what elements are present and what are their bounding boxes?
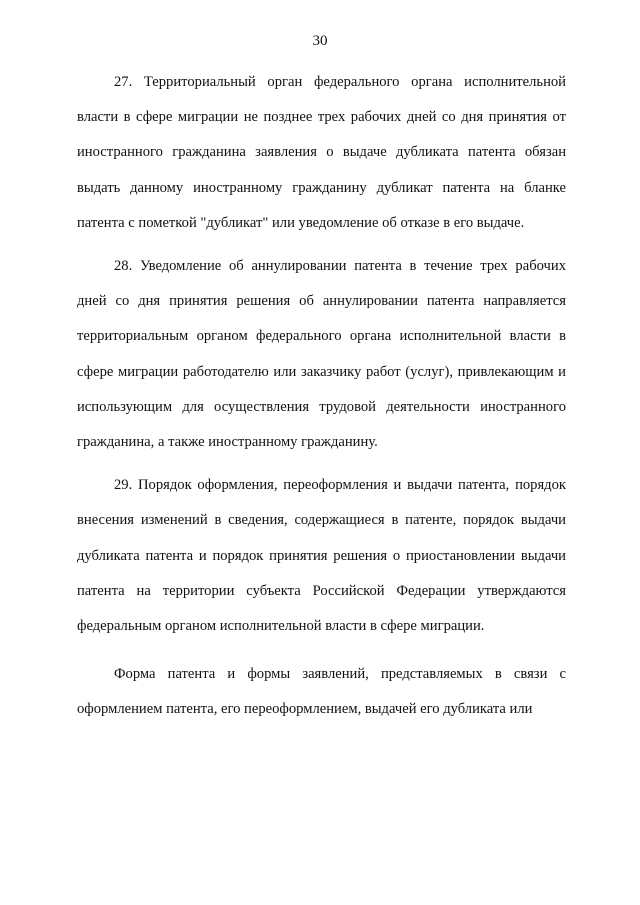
paragraph-patent-form: Форма патента и формы заявлений, представляемых в связи с оформлением патента, его переоформлением, выдачей его дубликата или xyxy=(77,666,566,718)
page-number: 30 xyxy=(312,33,328,49)
paragraph-27: 27. Территориальный орган федерального органа исполнительной власти в сфере миграции не позднее трех рабочих дней со дня принятия от иностранного гражданина заявления о выдаче дубликата патента обязан выдать данному иностранному гражданину дубликат патента на бланке патента с пометкой "дубликат" или уведомление об отказе в его выдаче. xyxy=(77,74,566,231)
paragraph-29: 29. Порядок оформления, переоформления и выдачи патента, порядок внесения изменений в сведения, содержащиеся в патенте, порядок выдачи дубликата патента и порядок принятия решения о приостановлении выдачи патента на территории субъекта Российской Федерации утверждаются федеральным органом исполнительной власти в сфере миграции. xyxy=(77,477,566,635)
paragraph-28: 28. Уведомление об аннулировании патента в течение трех рабочих дней со дня принятия решения об аннулировании патента направляется территориальным органом федерального органа исполнительной власти в сфере миграции работодателю или заказчику работ (услуг), привлекающим и использующим для осуществления трудовой деятельности иностранного гражданина, а также иностранному гражданину. xyxy=(77,258,566,451)
document-body xyxy=(77,65,566,728)
